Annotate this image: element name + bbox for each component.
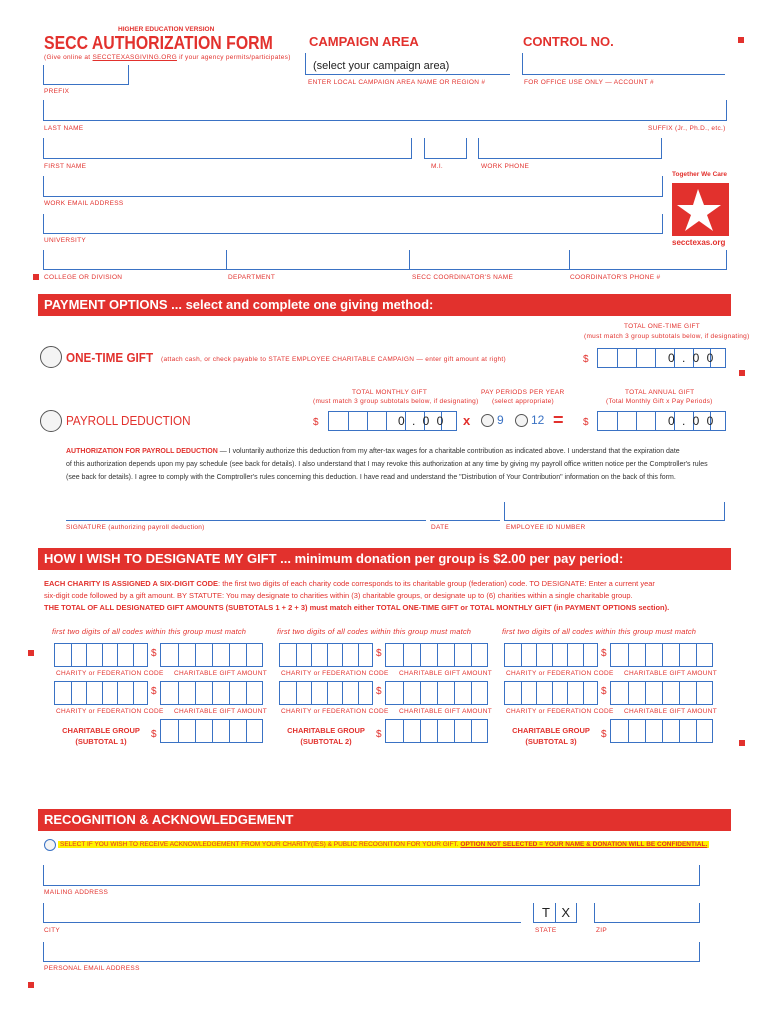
total-one-time-label: TOTAL ONE-TIME GIFT <box>624 323 700 330</box>
coordinator-phone-field[interactable] <box>569 250 726 270</box>
first-name-label: FIRST NAME <box>44 163 87 170</box>
designate-bar: HOW I WISH TO DESIGNATE MY GIFT ... minimum donation per group is $2.00 per pay period: <box>38 548 731 570</box>
gift-dollar: $ <box>601 686 607 697</box>
group-subtotal-number: (SUBTOTAL 3) <box>525 737 577 746</box>
charity-code-label: CHARITY or FEDERATION CODE <box>56 708 164 715</box>
group-subtotal-label: CHARITABLE GROUP <box>512 726 590 735</box>
gift-amount-label: CHARITABLE GIFT AMOUNT <box>399 670 493 677</box>
right-mark <box>739 370 745 376</box>
left-mark-2 <box>28 650 34 656</box>
campaign-area-label: CAMPAIGN AREA <box>309 34 419 49</box>
pay-period-12: 12 <box>531 413 545 427</box>
gift-dollar: $ <box>151 686 157 697</box>
gift-dollar: $ <box>601 648 607 659</box>
work-email-label: WORK EMAIL ADDRESS <box>44 200 124 207</box>
campaign-area-value: (select your campaign area) <box>313 60 450 72</box>
college-field[interactable] <box>43 250 226 270</box>
state-label: STATE <box>535 927 557 934</box>
gift-amount-field[interactable] <box>610 681 713 705</box>
campaign-area-hint: ENTER LOCAL CAMPAIGN AREA NAME OR REGION # <box>308 79 486 86</box>
city-field[interactable] <box>43 903 521 923</box>
subtotal-field[interactable] <box>160 719 263 743</box>
subtotal-field[interactable] <box>385 719 488 743</box>
annual-amount: 0 . 0 0 <box>668 414 716 428</box>
work-phone-label: WORK PHONE <box>481 163 530 170</box>
city-label: CITY <box>44 927 61 934</box>
gift-dollar: $ <box>151 648 157 659</box>
first-name-field[interactable] <box>43 138 411 159</box>
pay-period-9: 9 <box>497 413 504 427</box>
signature-label: SIGNATURE (authorizing payroll deduction) <box>66 524 205 531</box>
charity-code-field[interactable] <box>279 643 373 667</box>
college-label: COLLEGE OR DIVISION <box>44 274 123 281</box>
right-mark-2 <box>739 740 745 746</box>
group-subtotal-number: (SUBTOTAL 2) <box>300 737 352 746</box>
university-tick <box>662 214 663 234</box>
recognition-select-main: SELECT IF YOU WISH TO RECEIVE ACKNOWLEDGEMENT FROM YOUR CHARITY(IES) & PUBLIC RECOGNITION FOR YOUR GIFT. <box>60 841 461 848</box>
mi-label: M.I. <box>431 163 444 170</box>
mailing-address-label: MAILING ADDRESS <box>44 889 109 896</box>
designate-line2: six-digit code followed by a gift amount. BY STATUTE: You may designate to charities within (3) charitable groups, or designate up to (6) charities within a single charitable group. <box>44 591 633 600</box>
control-no-field <box>522 53 725 75</box>
payroll-radio[interactable] <box>40 410 62 432</box>
gift-amount-label: CHARITABLE GIFT AMOUNT <box>399 708 493 715</box>
charity-code-field[interactable] <box>504 643 598 667</box>
coordinator-phone-label: COORDINATOR'S PHONE # <box>570 274 661 281</box>
times-sign: x <box>463 413 471 428</box>
total-monthly-hint: (must match 3 group subtotals below, if designating) <box>313 398 479 405</box>
gift-amount-field[interactable] <box>385 643 488 667</box>
designate-line1: : the first two digits of each charity code corresponds to its charitable group (federation) code. TO DESIGNATE: Enter a current year <box>218 579 655 588</box>
gift-amount-label: CHARITABLE GIFT AMOUNT <box>174 670 268 677</box>
personal-email-tick <box>699 942 700 962</box>
one-time-title: ONE-TIME GIFT <box>66 350 154 365</box>
subtotal-dollar: $ <box>151 729 157 740</box>
group-subtotal-number: (SUBTOTAL 1) <box>75 737 127 746</box>
date-label: DATE <box>431 524 450 531</box>
give-online-prefix: (Give online at <box>44 54 93 61</box>
recognition-bar: RECOGNITION & ACKNOWLEDGEMENT <box>38 809 731 831</box>
payroll-title: PAYROLL DEDUCTION <box>66 413 191 428</box>
work-email-field[interactable] <box>43 176 662 197</box>
auth-line1: — I voluntarily authorize this deduction from my after-tax wages for a charitable contribution as indicated above. I understand that the expiration date <box>217 448 680 455</box>
pay-periods-hint: (select appropriate) <box>492 398 554 405</box>
recognition-select-text <box>58 841 709 848</box>
give-online-suffix: if your agency permits/participates) <box>176 54 291 61</box>
one-time-amount: 0 . 0 0 <box>668 351 716 365</box>
date-line[interactable] <box>430 520 500 521</box>
total-monthly-label: TOTAL MONTHLY GIFT <box>352 389 428 396</box>
payment-options-bar: PAYMENT OPTIONS ... select and complete one giving method: <box>38 294 731 316</box>
state-value: T X <box>542 905 574 920</box>
zip-tick <box>699 903 700 923</box>
work-email-tick <box>662 176 663 197</box>
subtotal-dollar: $ <box>601 729 607 740</box>
gift-dollar: $ <box>376 686 382 697</box>
one-time-radio[interactable] <box>40 346 62 368</box>
equals-sign: = <box>553 410 564 430</box>
charity-code-label: CHARITY or FEDERATION CODE <box>281 670 389 677</box>
department-field[interactable] <box>226 250 409 270</box>
gift-amount-field[interactable] <box>385 681 488 705</box>
mi-field[interactable] <box>424 138 466 159</box>
department-label: DEPARTMENT <box>228 274 276 281</box>
university-field[interactable] <box>43 214 662 234</box>
work-phone-field[interactable] <box>478 138 661 159</box>
form-title: SECC AUTHORIZATION FORM <box>44 33 273 53</box>
gift-amount-label: CHARITABLE GIFT AMOUNT <box>174 708 268 715</box>
first-name-tick <box>411 138 412 159</box>
corner-mark <box>738 37 744 43</box>
coordinator-name-field[interactable] <box>409 250 569 270</box>
last-name-field[interactable] <box>43 100 726 121</box>
group-subtotal-label: CHARITABLE GROUP <box>62 726 140 735</box>
personal-email-label: PERSONAL EMAIL ADDRESS <box>44 965 140 972</box>
give-online-link[interactable]: SECCTEXASGIVING.ORG <box>92 54 177 61</box>
prefix-field[interactable] <box>43 65 128 85</box>
subtotal-dollar: $ <box>376 729 382 740</box>
group-header: first two digits of all codes within this group must match <box>277 627 472 636</box>
authorization-text <box>66 445 730 484</box>
charity-code-field[interactable] <box>54 681 148 705</box>
one-time-desc: (attach cash, or check payable to STATE EMPLOYEE CHARITABLE CAMPAIGN — enter gift amount at right) <box>161 356 507 363</box>
mailing-address-tick <box>699 865 700 886</box>
total-annual-label: TOTAL ANNUAL GIFT <box>625 389 695 396</box>
subtotal-field[interactable] <box>610 719 713 743</box>
pay-period-9-radio[interactable] <box>481 414 494 427</box>
charity-code-field[interactable] <box>54 643 148 667</box>
group-header: first two digits of all codes within this group must match <box>502 627 697 636</box>
work-phone-tick <box>661 138 662 159</box>
monthly-amount: 0 . 0 0 <box>398 414 446 428</box>
prefix-tick <box>128 65 129 85</box>
auth-line3: (see back for details). I agree to comply with the Comptroller's rules concerning this deduction. I have read and understand the "Distribution of Your Contribution" information on the back of this form. <box>66 474 676 481</box>
monthly-dollar: $ <box>313 417 319 428</box>
last-name-label: LAST NAME <box>44 125 84 132</box>
auth-bold: AUTHORIZATION FOR PAYROLL DEDUCTION <box>66 448 218 455</box>
designate-line1-bold: EACH CHARITY IS ASSIGNED A SIX-DIGIT CODE <box>44 579 219 588</box>
charity-code-field[interactable] <box>504 681 598 705</box>
total-annual-hint: (Total Monthly Gift x Pay Periods) <box>606 398 713 405</box>
gift-amount-field[interactable] <box>160 643 263 667</box>
suffix-label: SUFFIX (Jr., Ph.D., etc.) <box>648 125 726 132</box>
charity-code-label: CHARITY or FEDERATION CODE <box>281 708 389 715</box>
mailing-address-field[interactable] <box>43 865 699 886</box>
university-label: UNIVERSITY <box>44 237 87 244</box>
gift-amount-label: CHARITABLE GIFT AMOUNT <box>624 708 718 715</box>
charity-code-label: CHARITY or FEDERATION CODE <box>506 670 614 677</box>
bottom-mark <box>28 982 34 988</box>
control-no-hint: FOR OFFICE USE ONLY — ACCOUNT # <box>524 79 654 86</box>
gift-amount-field[interactable] <box>610 643 713 667</box>
employee-id-tick <box>724 502 725 521</box>
secc-logo <box>672 183 729 236</box>
last-name-tick <box>726 100 727 121</box>
recognition-radio[interactable] <box>44 839 56 851</box>
charity-code-field[interactable] <box>279 681 373 705</box>
designate-instructions <box>44 578 734 614</box>
coordinator-phone-tick <box>726 250 727 270</box>
auth-line2: of this authorization depends upon my pay schedule (see back for details). I also understand that I may revoke this authorization at any time by giving my payroll office written notice per the Comptroller's rules <box>66 461 708 468</box>
annual-dollar: $ <box>583 417 589 428</box>
left-mark <box>33 274 39 280</box>
zip-label: ZIP <box>596 927 608 934</box>
logo-top-text: Together We Care <box>672 171 728 178</box>
gift-amount-field[interactable] <box>160 681 263 705</box>
charity-code-label: CHARITY or FEDERATION CODE <box>56 670 164 677</box>
charity-code-label: CHARITY or FEDERATION CODE <box>506 708 614 715</box>
one-time-dollar: $ <box>583 354 589 365</box>
logo-bottom-text: secctexas.org <box>672 238 726 247</box>
pay-periods-label: PAY PERIODS PER YEAR <box>481 389 565 396</box>
recognition-select-underline: OPTION NOT SELECTED = YOUR NAME & DONATION WILL BE CONFIDENTIAL. <box>460 841 708 848</box>
designate-line3: THE TOTAL OF ALL DESIGNATED GIFT AMOUNTS (SUBTOTALS 1 + 2 + 3) must match either TOTAL ONE-TIME GIFT or TOTAL MONTHLY GIFT (in PAYMENT OPTIONS section). <box>44 603 670 612</box>
total-one-time-hint: (must match 3 group subtotals below, if designating) <box>584 333 750 340</box>
star-icon <box>672 183 729 236</box>
give-online-note <box>44 54 291 61</box>
form-version: HIGHER EDUCATION VERSION <box>118 26 215 33</box>
group-header: first two digits of all codes within this group must match <box>52 627 247 636</box>
gift-dollar: $ <box>376 648 382 659</box>
coordinator-name-label: SECC COORDINATOR'S NAME <box>412 274 514 281</box>
employee-id-label: EMPLOYEE ID NUMBER <box>506 524 586 531</box>
control-no-label: CONTROL NO. <box>523 34 614 49</box>
gift-amount-label: CHARITABLE GIFT AMOUNT <box>624 670 718 677</box>
employee-id-field[interactable] <box>504 502 724 521</box>
prefix-label: PREFIX <box>44 88 70 95</box>
zip-field[interactable] <box>594 903 699 923</box>
mi-tick <box>466 138 467 159</box>
personal-email-field[interactable] <box>43 942 699 962</box>
group-subtotal-label: CHARITABLE GROUP <box>287 726 365 735</box>
signature-line[interactable] <box>66 520 426 521</box>
pay-period-12-radio[interactable] <box>515 414 528 427</box>
